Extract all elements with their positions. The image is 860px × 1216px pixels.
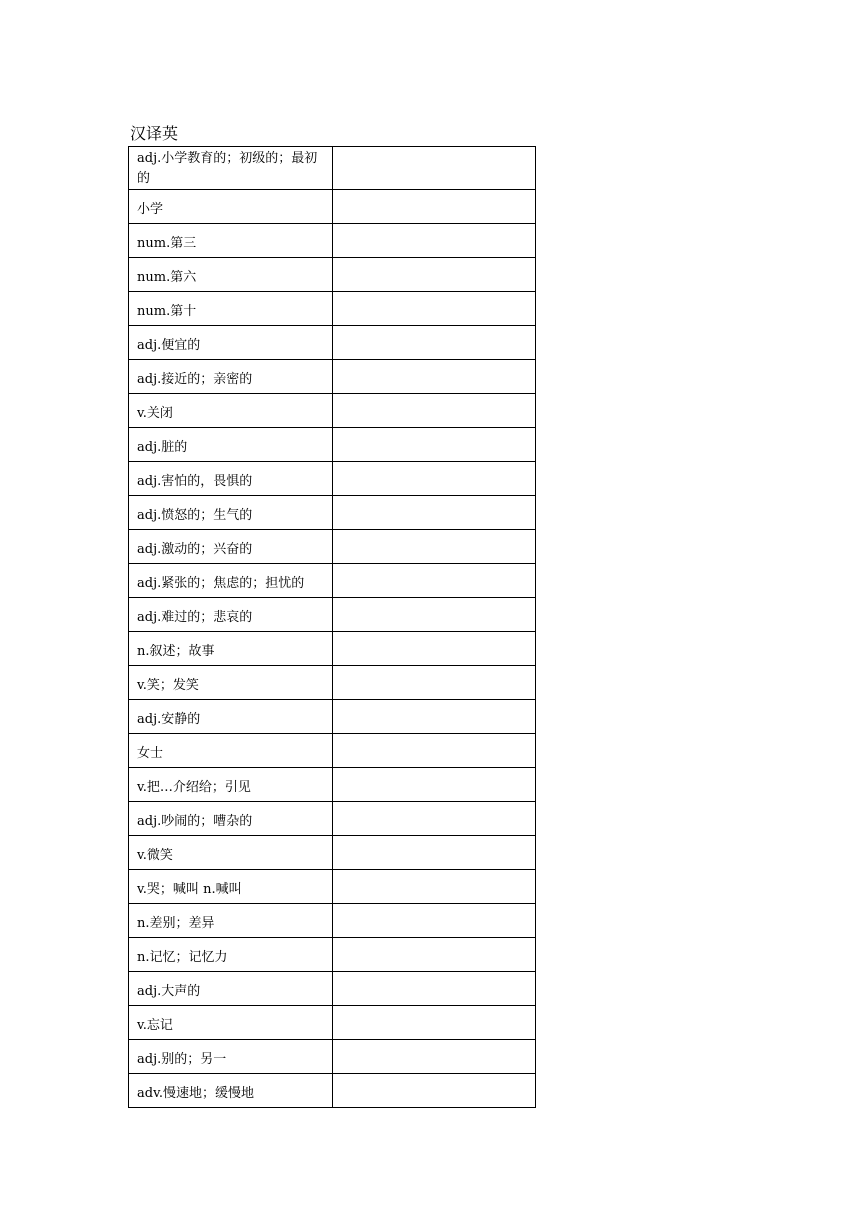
chinese-prompt-text: v.笑；发笑	[137, 678, 199, 693]
english-answer-cell[interactable]	[333, 530, 536, 564]
chinese-prompt-cell	[129, 1040, 333, 1074]
chinese-prompt-text: adj.吵闹的；嘈杂的	[137, 814, 253, 829]
english-answer-cell[interactable]	[333, 190, 536, 224]
chinese-prompt-text: adj.大声的	[137, 984, 201, 999]
chinese-prompt-text: v.哭；喊叫 n.喊叫	[137, 882, 242, 897]
chinese-prompt-cell	[129, 496, 333, 530]
chinese-prompt-cell	[129, 292, 333, 326]
chinese-prompt-cell	[129, 224, 333, 258]
chinese-prompt-cell	[129, 258, 333, 292]
english-answer-cell[interactable]	[333, 802, 536, 836]
chinese-prompt-text: n.叙述；故事	[137, 644, 215, 659]
chinese-prompt-cell	[129, 972, 333, 1006]
table-row	[129, 734, 536, 768]
chinese-prompt-cell	[129, 190, 333, 224]
table-row	[129, 700, 536, 734]
chinese-prompt-text: 女士	[137, 746, 164, 761]
chinese-prompt-cell	[129, 530, 333, 564]
english-answer-cell[interactable]	[333, 666, 536, 700]
english-answer-cell[interactable]	[333, 972, 536, 1006]
table-row	[129, 326, 536, 360]
table-row	[129, 564, 536, 598]
table-row	[129, 147, 536, 190]
chinese-prompt-text: adj.害怕的，畏惧的	[137, 474, 253, 489]
chinese-prompt-cell	[129, 598, 333, 632]
english-answer-cell[interactable]	[333, 1040, 536, 1074]
table-row	[129, 632, 536, 666]
english-answer-cell[interactable]	[333, 734, 536, 768]
english-answer-cell[interactable]	[333, 1074, 536, 1108]
chinese-prompt-text: v.把…介绍给；引见	[137, 780, 251, 795]
chinese-prompt-text: adj.激动的；兴奋的	[137, 542, 253, 557]
chinese-prompt-text: num.第六	[137, 270, 197, 285]
table-row	[129, 938, 536, 972]
chinese-prompt-cell	[129, 700, 333, 734]
english-answer-cell[interactable]	[333, 394, 536, 428]
chinese-prompt-cell	[129, 632, 333, 666]
english-answer-cell[interactable]	[333, 462, 536, 496]
table-row	[129, 972, 536, 1006]
table-row	[129, 258, 536, 292]
english-answer-cell[interactable]	[333, 870, 536, 904]
chinese-prompt-cell	[129, 1074, 333, 1108]
table-row	[129, 496, 536, 530]
chinese-prompt-cell	[129, 1006, 333, 1040]
chinese-prompt-text: adj.小学教育的；初级的；最初的	[137, 151, 318, 186]
english-answer-cell[interactable]	[333, 326, 536, 360]
table-row	[129, 530, 536, 564]
table-row	[129, 462, 536, 496]
table-row	[129, 292, 536, 326]
table-row	[129, 870, 536, 904]
chinese-prompt-cell	[129, 326, 333, 360]
chinese-prompt-text: n.记忆；记忆力	[137, 950, 228, 965]
chinese-prompt-text: adj.安静的	[137, 712, 201, 727]
chinese-prompt-cell	[129, 870, 333, 904]
english-answer-cell[interactable]	[333, 258, 536, 292]
chinese-prompt-text: num.第三	[137, 236, 197, 251]
chinese-prompt-cell	[129, 768, 333, 802]
table-row	[129, 666, 536, 700]
chinese-prompt-cell	[129, 734, 333, 768]
table-row	[129, 428, 536, 462]
table-row	[129, 224, 536, 258]
chinese-prompt-cell	[129, 394, 333, 428]
chinese-prompt-cell	[129, 360, 333, 394]
table-row	[129, 802, 536, 836]
chinese-prompt-cell	[129, 904, 333, 938]
table-row	[129, 904, 536, 938]
chinese-prompt-cell	[129, 462, 333, 496]
english-answer-cell[interactable]	[333, 632, 536, 666]
english-answer-cell[interactable]	[333, 224, 536, 258]
chinese-prompt-text: adj.紧张的；焦虑的；担忧的	[137, 576, 305, 591]
english-answer-cell[interactable]	[333, 768, 536, 802]
chinese-prompt-text: n.差别；差异	[137, 916, 215, 931]
table-row	[129, 768, 536, 802]
chinese-prompt-cell	[129, 938, 333, 972]
chinese-prompt-text: num.第十	[137, 304, 197, 319]
chinese-prompt-cell	[129, 564, 333, 598]
english-answer-cell[interactable]	[333, 904, 536, 938]
chinese-prompt-text: adv.慢速地；缓慢地	[137, 1086, 255, 1101]
chinese-prompt-text: 小学	[137, 202, 164, 217]
chinese-prompt-text: v.关闭	[137, 406, 173, 421]
table-row	[129, 836, 536, 870]
chinese-prompt-text: adj.脏的	[137, 440, 188, 455]
english-answer-cell[interactable]	[333, 938, 536, 972]
chinese-prompt-text: v.微笑	[137, 848, 173, 863]
vocabulary-table	[128, 146, 536, 1108]
table-row	[129, 598, 536, 632]
vocabulary-table-body	[129, 147, 536, 1108]
chinese-prompt-cell	[129, 147, 333, 190]
chinese-prompt-text: adj.难过的；悲哀的	[137, 610, 253, 625]
english-answer-cell[interactable]	[333, 428, 536, 462]
english-answer-cell[interactable]	[333, 564, 536, 598]
english-answer-cell[interactable]	[333, 496, 536, 530]
english-answer-cell[interactable]	[333, 1006, 536, 1040]
chinese-prompt-text: v.忘记	[137, 1018, 173, 1033]
english-answer-cell[interactable]	[333, 598, 536, 632]
table-row	[129, 1040, 536, 1074]
table-row	[129, 394, 536, 428]
chinese-prompt-cell	[129, 802, 333, 836]
table-row	[129, 360, 536, 394]
english-answer-cell[interactable]	[333, 360, 536, 394]
chinese-prompt-text: adj.愤怒的；生气的	[137, 508, 253, 523]
english-answer-cell[interactable]	[333, 292, 536, 326]
page-title: 汉译英	[130, 124, 179, 143]
chinese-prompt-cell	[129, 666, 333, 700]
chinese-prompt-text: adj.便宜的	[137, 338, 201, 353]
english-answer-cell[interactable]	[333, 147, 536, 190]
chinese-prompt-cell	[129, 836, 333, 870]
table-row	[129, 190, 536, 224]
english-answer-cell[interactable]	[333, 700, 536, 734]
table-row	[129, 1074, 536, 1108]
chinese-prompt-text: adj.别的；另一	[137, 1052, 227, 1067]
chinese-prompt-text: adj.接近的；亲密的	[137, 372, 253, 387]
table-row	[129, 1006, 536, 1040]
chinese-prompt-cell	[129, 428, 333, 462]
english-answer-cell[interactable]	[333, 836, 536, 870]
